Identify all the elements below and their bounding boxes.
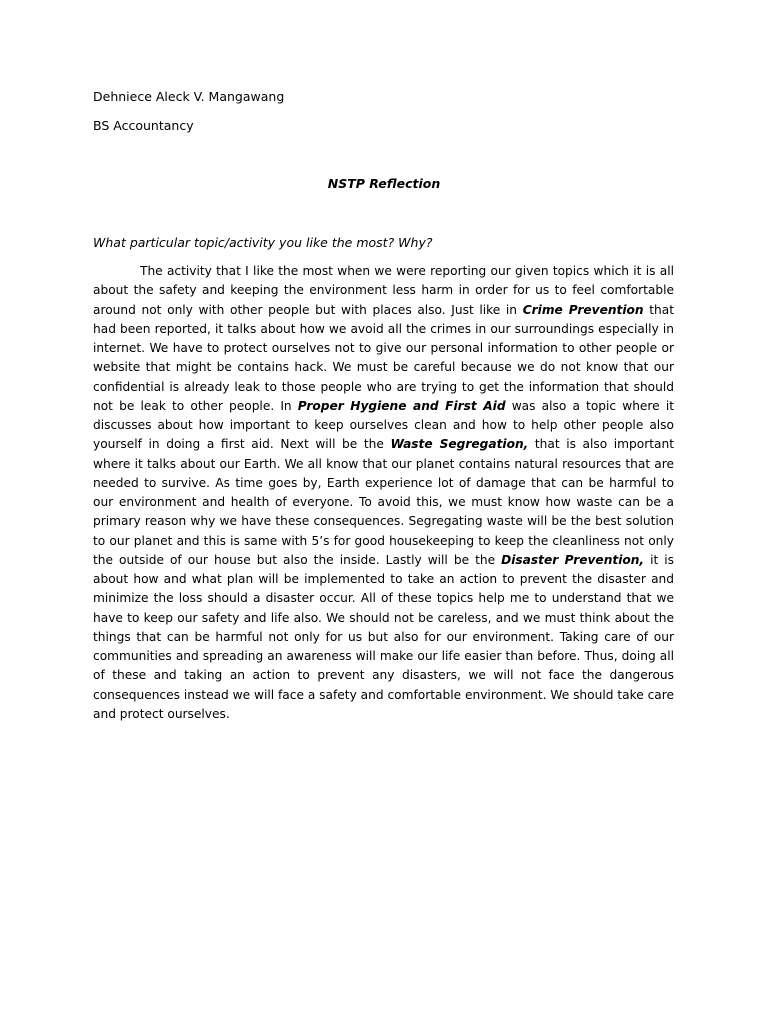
topic-waste-segregation: Waste Segregation, (390, 437, 529, 452)
topic-crime-prevention: Crime Prevention (522, 302, 644, 317)
reflection-question: What particular topic/activity you like the most? Why? (93, 235, 433, 250)
topic-proper-hygiene-first-aid: Proper Hygiene and First Aid (297, 398, 506, 413)
topic-disaster-prevention: Disaster Prevention, (501, 552, 645, 567)
paragraph-text-1: The activity that I like the most when we were reporting our given topics which it is all about the safety and keeping the environment less harm in order for us to feel comfortable around not only with other people but with places also. Just like in (93, 264, 674, 317)
author-name: Dehniece Aleck V. Mangawang (93, 89, 285, 104)
course-name: BS Accountancy (93, 118, 194, 133)
paragraph-text-4: that is also important where it talks about our Earth. We all know that our planet contains natural resources that are needed to survive. As time goes by, Earth experience lot of damage that can be harmful to our environment and health of everyone. To avoid this, we must know how waste can be a primary reason why we have these consequences. Segregating waste will be the best solution to our planet and this is same with 5’s for good housekeeping to keep the cleanliness not only the outside of our house but also the inside. Lastly will be the (93, 437, 675, 567)
paragraph-text-2: that had been reported, it talks about how we avoid all the crimes in our surroundings especially in internet. We have to protect ourselves not to give our personal information to other people or website that might be contains hack. We must be careful because we do not know that our confidential is already leak to those people who are trying to get the information that should not be leak to other people. In (93, 302, 674, 413)
paragraph-text-5: it is about how and what plan will be implemented to take an action to prevent the disaster and minimize the loss should a disaster occur. All of these topics help me to understand that we have to keep our safety and life also. We should not be careless, and we must think about the things that can be harmful not only for us but also for our environment. Taking care of our communities and spreading an awareness will make our life easier than before. Thus, doing all of these and taking an action to prevent any disasters, we will not face the dangerous consequences instead we will face a safety and comfortable environment. We should take care and protect ourselves. (93, 552, 675, 721)
document-title: NSTP Reflection (327, 176, 441, 191)
reflection-paragraph (93, 262, 674, 724)
paragraph-text-3: was also a topic where it discusses about how important to keep ourselves clean and how to help other people also yourself in doing a first aid. Next will be the (93, 398, 674, 452)
